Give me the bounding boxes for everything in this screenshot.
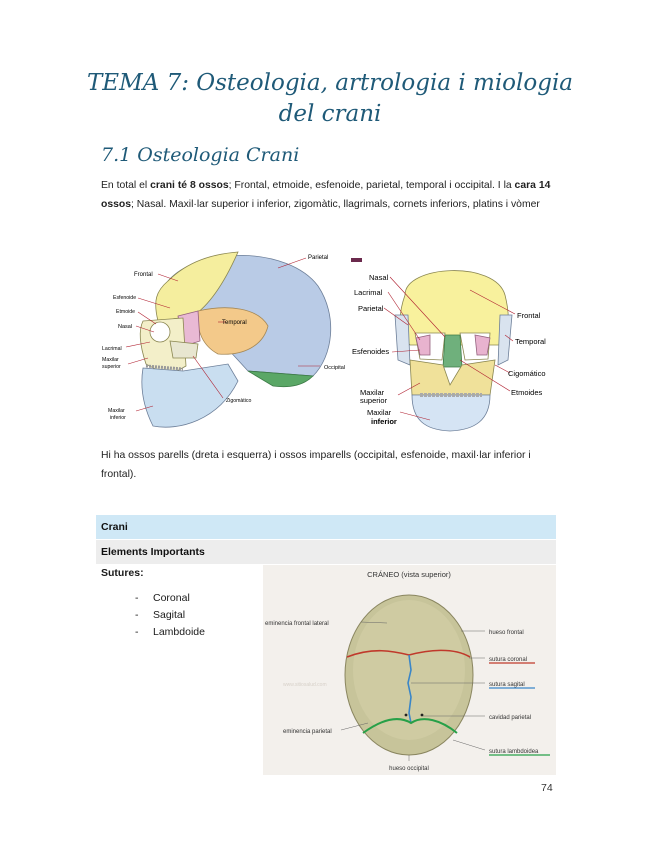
intro-paragraph: En total el crani té 8 ossos; Frontal, etmoide, esfenoide, parietal, temporal i occipital. I la cara 14 ossos; Nasal. Maxil·lar superior i inferior, zigomàtic, llagrimals, cornets inferiors, platins i vòmer xyxy=(101,180,551,210)
label-hueso-frontal: hueso frontal xyxy=(489,630,524,636)
label-maxilar-sup-2: superior xyxy=(102,364,121,370)
label-temporal: Temporal xyxy=(222,320,247,326)
list-item: - Coronal xyxy=(135,592,190,604)
label-frontal: Frontal xyxy=(134,272,153,278)
label-etmoides: Etmoides xyxy=(511,388,543,397)
label-nasal-front: Nasal xyxy=(369,273,389,282)
title-line-2: del crani xyxy=(278,101,382,127)
label-lacrimal: Lacrimal xyxy=(102,346,122,352)
label-maxilar-sup-front-1: Maxilar xyxy=(360,388,385,397)
label-frontal-front: Frontal xyxy=(517,311,541,320)
lateral-skull-figure xyxy=(98,246,348,436)
watermark: www.sitiosalud.com xyxy=(283,682,327,688)
label-sutura-lambdoidea: sutura lambdoidea xyxy=(489,749,539,755)
label-parietal-front: Parietal xyxy=(358,304,384,313)
label-maxilar-sup-front-2: superior xyxy=(360,396,388,405)
label-eminencia-frontal: eminencia frontal lateral xyxy=(265,621,329,627)
label-nasal: Nasal xyxy=(118,324,133,330)
label-maxilar-inf-2: inferior xyxy=(110,415,126,421)
frontal-skull-figure xyxy=(350,255,550,435)
page-title xyxy=(60,68,600,130)
label-sutura-sagital: sutura sagital xyxy=(489,682,525,688)
label-esfenoide: Esfenoide xyxy=(113,295,137,301)
label-hueso-occipital: hueso occipital xyxy=(389,766,429,772)
label-cavidad-parietal: cavidad parietal xyxy=(489,715,532,721)
label-occipital: Occipital xyxy=(324,365,346,371)
label-zigomatic: Zigomàtico xyxy=(226,398,252,404)
list-item: - Sagital xyxy=(135,609,186,621)
label-maxilar-sup-1: Maxilar xyxy=(102,357,119,363)
label-sutura-coronal: sutura coronal xyxy=(489,657,528,663)
label-esfenoides: Esfenoides xyxy=(352,347,390,356)
label-maxilar-inf-front-1: Maxilar xyxy=(367,408,392,417)
title-line-1: TEMA 7: Osteologia, artrologia i miologia xyxy=(86,70,574,96)
page-number: 74 xyxy=(541,782,553,794)
label-parietal: Parietal xyxy=(308,255,329,261)
label-etmoide: Etmoide xyxy=(116,309,136,315)
top-view-title: CRÁNEO (vista superior) xyxy=(367,570,451,579)
label-lacrimal-front: Lacrimal xyxy=(354,288,383,297)
label-maxilar-inf-1: Maxilar xyxy=(108,408,125,414)
label-maxilar-inf-front-2: inferior xyxy=(371,417,397,426)
paired-bones-paragraph: Hi ha ossos parells (dreta i esquerra) i ossos imparells (occipital, esfenoide, maxil·lar inferior i frontal). xyxy=(101,450,531,480)
list-item: - Lambdoide xyxy=(135,626,205,638)
table-subheader-elements: Elements Importants xyxy=(96,540,556,564)
label-eminencia-parietal: eminencia parietal xyxy=(283,729,332,735)
skull-top-view-figure xyxy=(263,565,556,775)
section-title: 7.1 Osteologia Crani xyxy=(101,144,300,166)
sutures-label: Sutures: xyxy=(101,567,144,579)
label-cigomatico: Cigomático xyxy=(508,369,546,378)
label-temporal-front: Temporal xyxy=(515,337,546,346)
sutures-list xyxy=(135,590,205,641)
table-header-crani: Crani xyxy=(96,515,556,539)
